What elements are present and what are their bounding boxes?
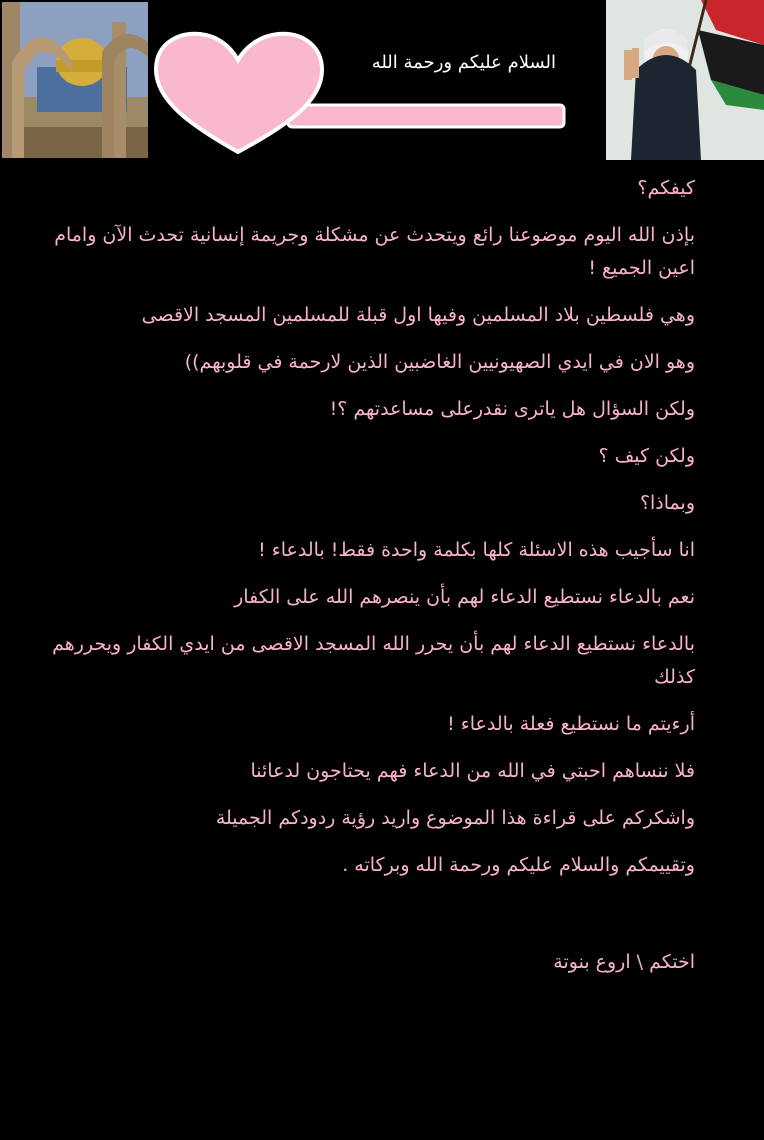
signature: اختكم \ اروع بنوتة — [553, 951, 695, 973]
body-line: بإذن الله اليوم موضوعنا رائع ويتحدث عن مشكلة وجريمة إنسانية تحدث الآن وامام اعين الجميع ! — [54, 224, 695, 279]
al-aqsa-photo — [2, 2, 148, 158]
body-line: كيفكم؟ — [637, 177, 695, 199]
header — [0, 0, 764, 170]
body-line: واشكركم على قراءة هذا الموضوع واريد رؤية ردودكم الجميلة — [215, 807, 695, 829]
body-line: فلا ننساهم احبتي في الله من الدعاء فهم يحتاجون لدعائنا — [250, 760, 695, 782]
body-line: وهي فلسطين بلاد المسلمين وفيها اول قبلة للمسلمين المسجد الاقصى — [141, 304, 695, 326]
body-line: وبماذا؟ — [639, 492, 695, 514]
body-line: أرءيتم ما نستطيع فعلة بالدعاء ! — [447, 713, 695, 735]
greeting-text: السلام عليكم ورحمة الله — [371, 52, 556, 73]
spacer — [50, 896, 695, 946]
body-line: بالدعاء نستطيع الدعاء لهم بأن يحرر الله المسجد الاقصى من ايدي الكفار ويحررهم كذلك — [52, 633, 695, 688]
body-line: وهو الان في ايدي الصهيونيين الغاضبين الذين لارحمة في قلوبهم)) — [184, 351, 695, 373]
body-line: ولكن السؤال هل ياترى نقدرعلى مساعدتهم ؟! — [329, 398, 695, 420]
body-line: ولكن كيف ؟ — [598, 445, 695, 467]
body-line: انا سأجيب هذه الاسئلة كلها بكلمة واحدة فقط! بالدعاء ! — [258, 539, 695, 561]
child-flag-photo — [606, 0, 764, 160]
body-line: وتقييمكم والسلام عليكم ورحمة الله وبركاته . — [342, 854, 695, 876]
heart-banner — [150, 30, 570, 160]
body-line: نعم بالدعاء نستطيع الدعاء لهم بأن ينصرهم الله على الكفار — [234, 586, 695, 608]
article-body — [50, 172, 695, 993]
